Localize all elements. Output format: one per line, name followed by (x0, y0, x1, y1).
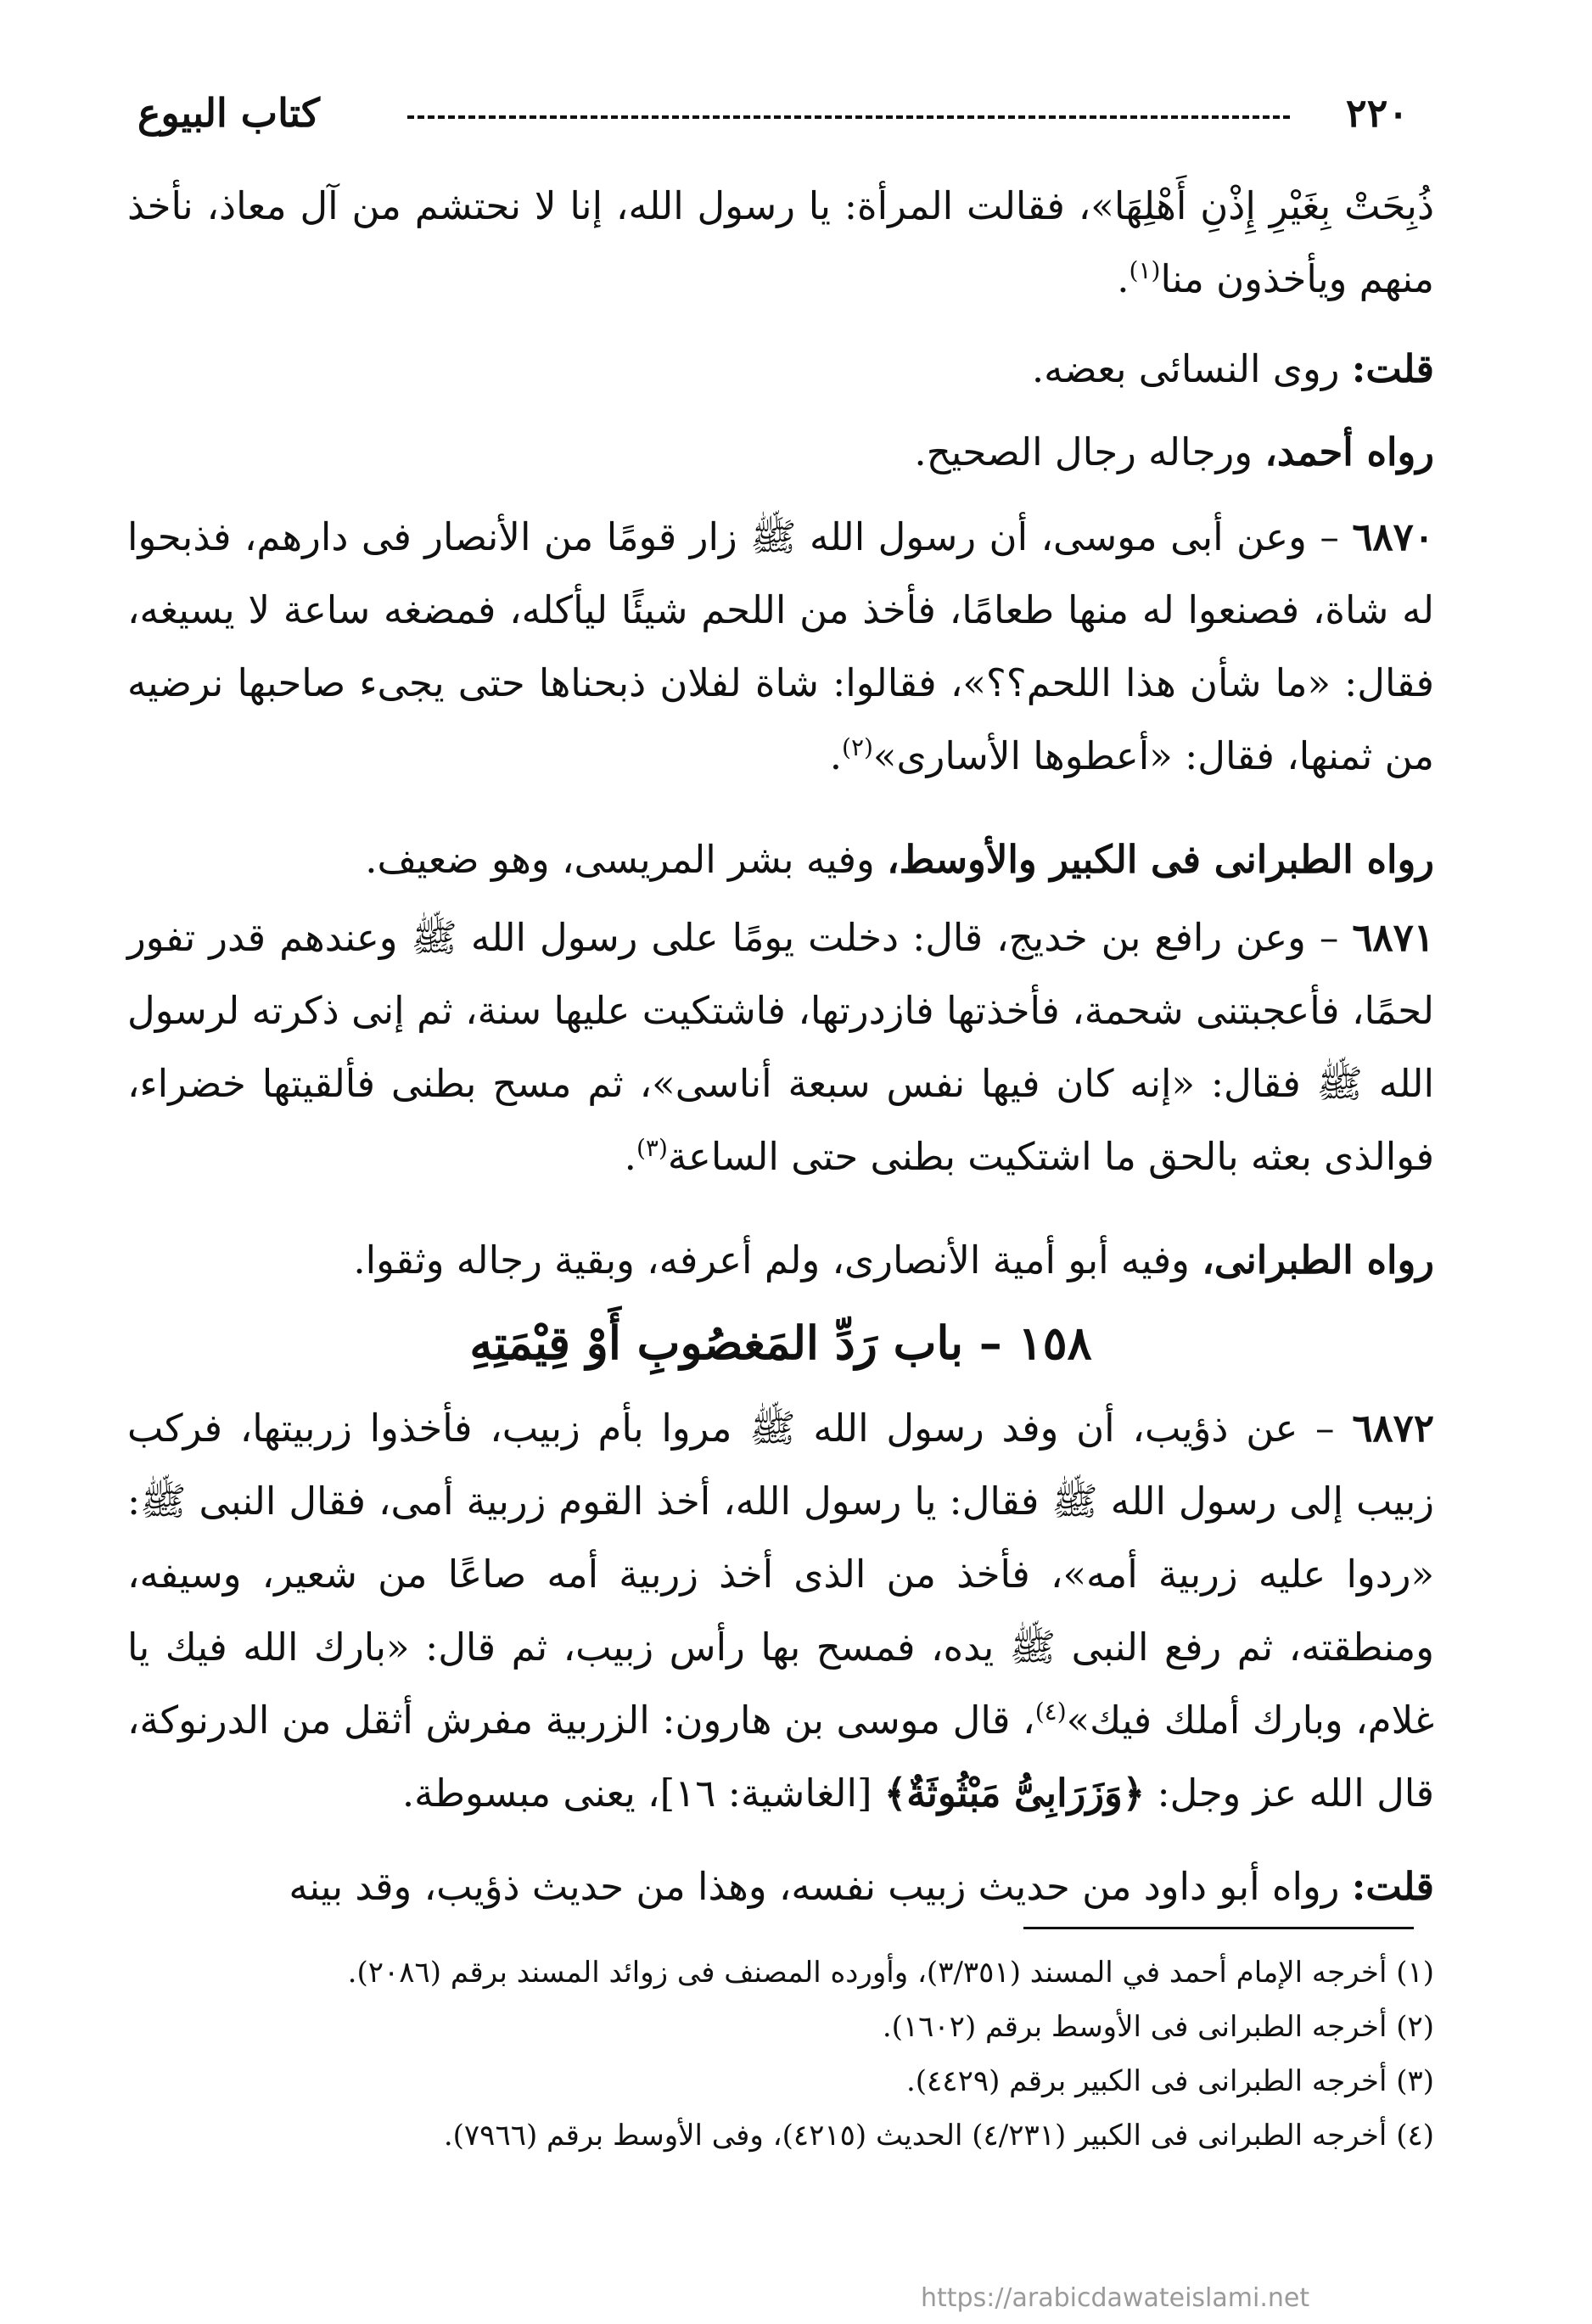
hadith-text-cont: ، قال موسى بن هارون: الزربية مفرش أثقل من الدرنوكة، قال الله عز وجل: (127, 1698, 1434, 1816)
footnotes (127, 1945, 1434, 2163)
narration-text: وفيه أبو أمية الأنصارى، ولم أعرفه، وبقية رجاله وثقوا. (353, 1238, 1202, 1283)
narration-text: وفيه بشر المريسى، وهو ضعيف. (365, 837, 888, 882)
narration-tabarani-2 (127, 1224, 1434, 1297)
watermark-url: https://arabicdawateislami.net (921, 2283, 1310, 2313)
narration-ahmad (127, 416, 1434, 489)
narration-label: رواه أحمد، (1264, 429, 1434, 474)
narration-tabarani-1 (127, 823, 1434, 896)
hadith-number: ٦٨٧١ (1352, 915, 1434, 960)
footnote-2: (٢) أخرجه الطبرانى فى الأوسط برقم (١٦٠٢). (882, 2010, 1434, 2044)
hadith-number: ٦٨٧٠ (1352, 514, 1434, 559)
paragraph-text: ذُبِحَتْ بِغَيْرِ إِذْنِ أَهْلِهَا»، فقالت المرأة: يا رسول الله، إنا لا نحتشم من آل معاذ، نأخذ منهم ويأخذون منا (127, 183, 1434, 301)
footnote-rule (1023, 1927, 1414, 1929)
header-dashed-rule (407, 115, 1290, 119)
hadith-text: – وعن رافع بن خديج، قال: دخلت يومًا على رسول الله ﷺ وعندهم قدر تفور لحمًا، فأعجبتنى شحمة، فأخذتها فازدرتها، فاشتكيت عليها سنة، ثم إنى ذكرته لرسول الله ﷺ فقال: «إنه كان فيها نفس سبعة أناسى»، ثم مسح بطنى فألقيتها خضراء، فوالذى بعثه بالحق ما اشتكيت بطنى حتى الساعة (127, 915, 1434, 1179)
hadith-6872 (127, 1392, 1434, 1830)
section-heading: ١٥٨ – باب رَدِّ المَغصُوبِ أَوْ قِيْمَتِهِ (469, 1316, 1092, 1370)
narration-text: ورجاله رجال الصحيح. (914, 429, 1265, 474)
hadith-text: – عن ذؤيب، أن وفد رسول الله ﷺ مروا بأم زبيب، فأخذوا زربيتها، فركب زبيب إلى رسول الله ﷺ فقال: يا رسول الله، أخذ القوم زربية أمى، فقال النبى ﷺ: «ردوا عليه زربية أمه»، فأخذ من الذى أخذ زربية أمه صاعًا من شعير، وسيفه، ومنطقته، ثم رفع النبى ﷺ يده، فمسح بها رأس زبيب، ثم قال: «بارك الله فيك يا غلام، وبارك أملك فيك» (127, 1406, 1434, 1743)
quran-verse: ﴿وَزَرَابِىُّ مَبْثُوثَةٌ﴾ (883, 1771, 1146, 1816)
footnote-ref: (٢) (842, 733, 873, 761)
page-header (127, 85, 1434, 144)
hadith-text-end: [الغاشية: ١٦]، يعنى مبسوطة. (401, 1771, 884, 1816)
narration-label: رواه الطبرانى، (1202, 1238, 1434, 1283)
footnote-1: (١) أخرجه الإمام أحمد في المسند (٣/٣٥١)، وأورده المصنف فى زوائد المسند برقم (٢٠٨٦). (347, 1956, 1434, 1990)
note-label: قلت: (1351, 346, 1434, 391)
footnote-ref: (١) (1129, 256, 1161, 284)
hadith-text: – وعن أبى موسى، أن رسول الله ﷺ زار قومًا من الأنصار فى دارهم، فذبحوا له شاة، فصنعوا له منها طعامًا، فأخذ من اللحم شيئًا ليأكله، فمضغه ساعة لا يسيغه، فقال: «ما شأن هذا اللحم؟؟»، فقالوا: شاة لفلان ذبحناها حتى يجىء صاحبها نرضيه من ثمنها، فقال: «أعطوها الأسارى» (127, 514, 1435, 778)
note-text: رواه أبو داود من حديث زبيب نفسه، وهذا من حديث ذؤيب، وقد بينه (289, 1864, 1352, 1909)
page-number: ٢٢٠ (1345, 90, 1409, 136)
note-label: قلت: (1351, 1864, 1434, 1909)
footnote-ref: (٤) (1034, 1698, 1067, 1726)
footnote-4: (٤) أخرجه الطبرانى فى الكبير (٤/٢٣١) الحديث (٤٢١٥)، وفى الأوسط برقم (٧٩٦٦). (443, 2119, 1434, 2153)
paragraph-continuation: ذُبِحَتْ بِغَيْرِ إِذْنِ أَهْلِهَا»، فقالت المرأة: يا رسول الله، إنا لا نحتشم من آل معاذ، نأخذ منهم ويأخذون منا$^{(١)}$. (127, 183, 1434, 301)
book-title: كتاب البيوع (137, 90, 320, 136)
narration-label: رواه الطبرانى فى الكبير والأوسط، (887, 837, 1434, 882)
footnote-3: (٣) أخرجه الطبرانى فى الكبير برقم (٤٤٢٩). (905, 2064, 1434, 2098)
hadith-number: ٦٨٧٢ (1352, 1406, 1434, 1451)
note-nasai (127, 333, 1434, 406)
hadith-6870: ٦٨٧٠ – وعن أبى موسى، أن رسول الله ﷺ زار قومًا من الأنصار فى دارهم، فذبحوا له شاة، فصنعوا له منها طعامًا، فأخذ من اللحم شيئًا ليأكله، فمضغه ساعة لا يسيغه، فقال: «ما شأن هذا اللحم؟؟»، فقالوا: شاة لفلان ذبحناها حتى يجىء صاحبها نرضيه من ثمنها، فقال: «أعطوها الأسارى»$^{(٢)}$. (127, 514, 1435, 778)
note-text: روى النسائى بعضه. (1031, 346, 1352, 391)
hadith-6871: ٦٨٧١ – وعن رافع بن خديج، قال: دخلت يومًا على رسول الله ﷺ وعندهم قدر تفور لحمًا، فأعجبتنى شحمة، فأخذتها فازدرتها، فاشتكيت عليها سنة، ثم إنى ذكرته لرسول الله ﷺ فقال: «إنه كان فيها نفس سبعة أناسى»، ثم مسح بطنى فألقيتها خضراء، فوالذى بعثه بالحق ما اشتكيت بطنى حتى الساعة$^{(٣)}$. (127, 915, 1434, 1179)
footnote-ref: (٣) (636, 1134, 668, 1162)
note-abu-dawud (127, 1850, 1434, 1923)
